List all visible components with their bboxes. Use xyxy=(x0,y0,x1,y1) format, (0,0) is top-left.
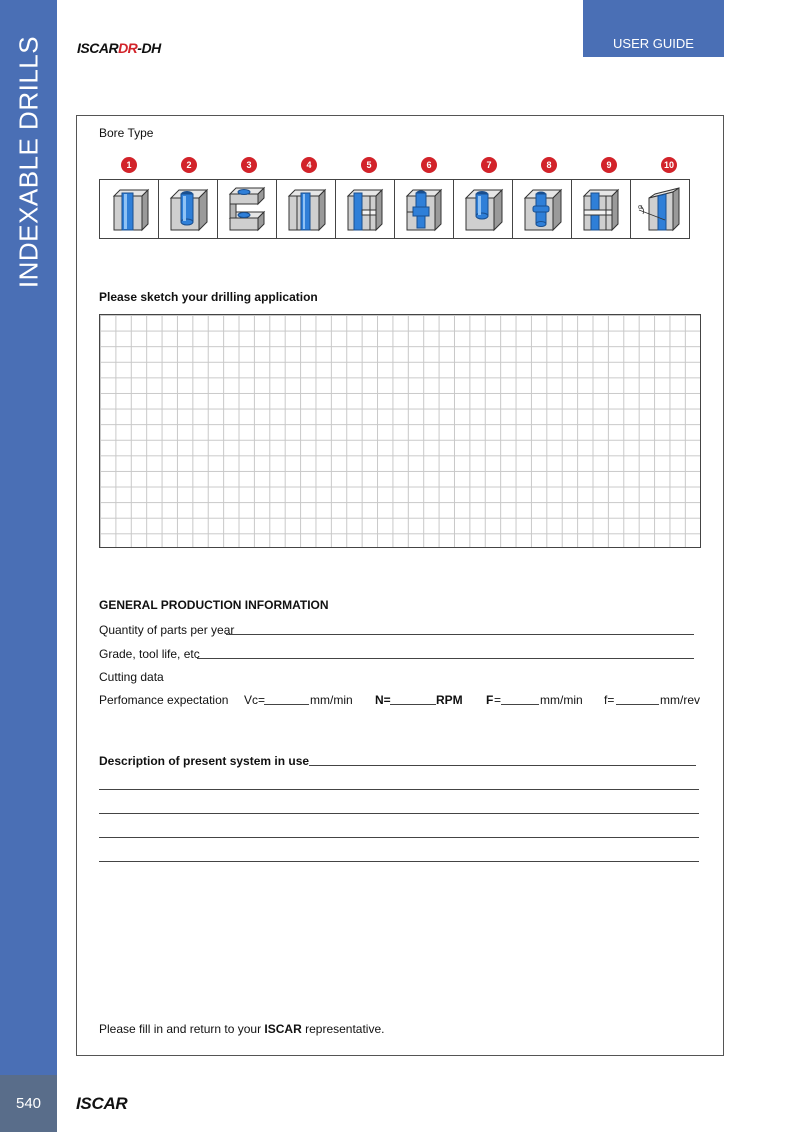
through-bore-icon xyxy=(283,184,329,234)
bore-number-badge: 9 xyxy=(601,157,617,173)
description-line[interactable] xyxy=(99,813,699,814)
logo-part-dr: DR xyxy=(118,40,138,56)
user-guide-tab xyxy=(583,0,724,57)
bore-number-badge: 5 xyxy=(361,157,377,173)
groove-bore-icon xyxy=(519,184,565,234)
bore-option-1[interactable] xyxy=(99,179,159,239)
description-line[interactable] xyxy=(99,789,699,790)
grade-label: Grade, tool life, etc xyxy=(99,647,200,661)
sketch-grid[interactable] xyxy=(99,314,701,548)
bore-option-4[interactable] xyxy=(276,179,336,239)
bore-number-badge: 3 xyxy=(241,157,257,173)
user-guide-label: USER GUIDE xyxy=(613,36,694,51)
n-field[interactable] xyxy=(390,704,436,705)
quantity-field[interactable] xyxy=(226,634,694,635)
sketch-title: Please sketch your drilling application xyxy=(99,290,318,304)
bore-type-numbers xyxy=(99,157,699,175)
performance-label: Perfomance expectation xyxy=(99,693,229,707)
cutting-data-label: Cutting data xyxy=(99,670,164,684)
bore-number-badge: 4 xyxy=(301,157,317,173)
bore-option-7[interactable] xyxy=(453,179,513,239)
return-note-suffix: representative. xyxy=(301,1022,385,1036)
n-unit: RPM xyxy=(436,693,463,707)
description-field-first[interactable] xyxy=(309,765,696,766)
product-logo xyxy=(77,40,161,56)
bore-number-badge: 8 xyxy=(541,157,557,173)
bore-option-9[interactable] xyxy=(571,179,631,239)
cross-interrupted-bore-icon xyxy=(578,184,624,234)
bore-option-8[interactable] xyxy=(512,179,572,239)
bore-number-badge: 2 xyxy=(181,157,197,173)
logo-part-iscar: ISCAR xyxy=(77,40,119,56)
form-frame xyxy=(76,115,724,1056)
bore-number-badge: 6 xyxy=(421,157,437,173)
bore-type-row xyxy=(99,179,699,239)
logo-part-dh: -DH xyxy=(137,40,161,56)
vc-unit: mm/min xyxy=(310,693,353,707)
bore-option-10[interactable] xyxy=(630,179,690,239)
interrupted-bore-icon xyxy=(224,184,270,234)
grade-field[interactable] xyxy=(197,658,694,659)
feed-unit: mm/rev xyxy=(660,693,700,707)
bore-option-2[interactable] xyxy=(158,179,218,239)
description-line[interactable] xyxy=(99,861,699,862)
stepped-bore-icon xyxy=(401,184,447,234)
cross-hole-bore-icon xyxy=(342,184,388,234)
production-title: GENERAL PRODUCTION INFORMATION xyxy=(99,598,329,612)
description-title: Description of present system in use xyxy=(99,754,310,768)
bore-option-3[interactable] xyxy=(217,179,277,239)
quantity-label: Quantity of parts per year xyxy=(99,623,235,637)
f-unit: mm/min xyxy=(540,693,583,707)
page-number: 540 xyxy=(15,1095,42,1112)
blind-bore-icon xyxy=(165,184,211,234)
angled-entry-bore-icon xyxy=(637,184,683,234)
feed-field[interactable] xyxy=(616,704,659,705)
bore-option-6[interactable] xyxy=(394,179,454,239)
return-note-prefix: Please fill in and return to your xyxy=(99,1022,265,1036)
return-note xyxy=(99,1022,384,1036)
feed-prefix: f= xyxy=(604,693,615,707)
bore-number-badge: 7 xyxy=(481,157,497,173)
f-equals: = xyxy=(494,693,502,707)
vc-field[interactable] xyxy=(264,704,309,705)
bore-number-badge: 1 xyxy=(121,157,137,173)
through-bore-icon xyxy=(106,184,152,234)
sidebar-title xyxy=(0,0,57,300)
n-prefix: N= xyxy=(375,693,391,707)
bore-number-badge: 10 xyxy=(661,157,677,173)
shallow-bore-icon xyxy=(460,184,506,234)
bore-type-title: Bore Type xyxy=(99,126,154,140)
sidebar-title-text: INDEXABLE DRILLS xyxy=(13,35,44,289)
bore-option-5[interactable] xyxy=(335,179,395,239)
angle-symbol: α xyxy=(638,203,643,211)
iscar-logo: ISCAR xyxy=(76,1094,128,1113)
f-prefix: F xyxy=(486,693,494,707)
vc-prefix: Vc= xyxy=(244,693,266,707)
f-field[interactable] xyxy=(501,704,539,705)
description-line[interactable] xyxy=(99,837,699,838)
return-note-brand: ISCAR xyxy=(264,1022,302,1036)
